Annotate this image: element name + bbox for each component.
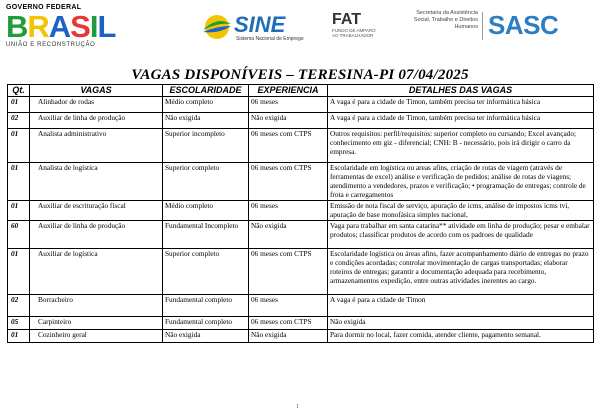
table-row xyxy=(8,221,594,249)
cell-qt: 01 xyxy=(8,330,30,343)
cell-experiencia: Não exigida xyxy=(249,221,328,249)
sasc-divider xyxy=(482,12,483,40)
col-header-detalhes: DETALHES DAS VAGAS xyxy=(328,85,594,97)
sasc-secretaria: Secretaria da Assistência Social, Trabalho e Direitos Humanos xyxy=(413,10,478,30)
cell-vaga: Carpinteiro xyxy=(30,317,163,330)
sine-word: SINE xyxy=(234,12,286,37)
cell-escolaridade: Não exigida xyxy=(163,330,249,343)
col-header-experiencia: EXPERIENCIA xyxy=(249,85,328,97)
gov-line1: GOVERNO FEDERAL xyxy=(6,4,82,11)
cell-detalhes: Escolaridade logística ou áreas afins, fazer acompanhamento diário de entregas no prazo e condições acordadas; controlar movimentação de cargas transportadas; elaborar roteiros de entregas; garantir a documentação adequada para recebimento, armazenamentos expedição, entre outras atividades inerentes ao cargo. xyxy=(328,249,594,295)
cell-escolaridade: Superior completo xyxy=(163,163,249,201)
sine-sub: Sistema Nacional de Emprego xyxy=(236,36,304,42)
cell-escolaridade: Fundamental Incompleto xyxy=(163,221,249,249)
cell-detalhes: Escolaridade em logística ou areas afins, criação de rotas de viagem (através de ferramentas de excel) análise e verificação de pedidos; análise de rotas de viagens; atendimento a vendedores, prazos e verificação; • programação de entregas; controle de frota e carregamentos xyxy=(328,163,594,201)
vagas-table xyxy=(7,84,594,343)
cell-experiencia: 06 meses com CTPS xyxy=(249,163,328,201)
table-row xyxy=(8,201,594,221)
cell-detalhes: Não exigida xyxy=(328,317,594,330)
fat-logo xyxy=(332,12,380,46)
cell-detalhes: A vaga é para a cidade de Timon, também precisa ter informática básica xyxy=(328,113,594,129)
brasil-wordmark: BRASIL xyxy=(6,9,116,44)
cell-vaga: Cozinheiro geral xyxy=(30,330,163,343)
cell-experiencia: Não exigida xyxy=(249,113,328,129)
cell-experiencia: 06 meses xyxy=(249,295,328,317)
page-number: 1 xyxy=(296,404,299,410)
cell-qt: 01 xyxy=(8,129,30,163)
cell-experiencia: Não exigida xyxy=(249,330,328,343)
table-row xyxy=(8,129,594,163)
page-header xyxy=(0,0,600,62)
cell-escolaridade: Fundamental completo xyxy=(163,295,249,317)
sine-logo xyxy=(200,14,310,48)
cell-experiencia: 06 meses xyxy=(249,97,328,113)
cell-detalhes: Emissão de nota fiscal de serviço, apuração de icms, análise de impostos icms tvi, apuração de base monofásica simples nacional, xyxy=(328,201,594,221)
col-header-escolaridade: ESCOLARIDADE xyxy=(163,85,249,97)
fat-word: FAT xyxy=(332,11,362,28)
sine-swoosh-icon xyxy=(200,14,234,40)
cell-experiencia: 06 meses com CTPS xyxy=(249,317,328,330)
cell-vaga: Analista de logística xyxy=(30,163,163,201)
cell-qt: 01 xyxy=(8,97,30,113)
cell-escolaridade: Superior completo xyxy=(163,249,249,295)
cell-escolaridade: Não exigida xyxy=(163,113,249,129)
cell-qt: 01 xyxy=(8,201,30,221)
cell-vaga: Auxiliar de linha de produção xyxy=(30,113,163,129)
cell-escolaridade: Fundamental completo xyxy=(163,317,249,330)
cell-escolaridade: Superior incompleto xyxy=(163,129,249,163)
cell-qt: 01 xyxy=(8,163,30,201)
page-title: VAGAS DISPONÍVEIS – TERESINA-PI 07/04/2025 xyxy=(131,67,469,83)
fat-sub: FUNDO DE AMPARO AO TRABALHADOR xyxy=(332,28,376,38)
table-row xyxy=(8,317,594,330)
table-row xyxy=(8,113,594,129)
cell-qt: 05 xyxy=(8,317,30,330)
cell-detalhes: Vaga para trabalhar em santa catarina** atividade em linha de produção; pesar e embalar produtos; classificar produtos de acordo com os padroes de qualidade xyxy=(328,221,594,249)
cell-escolaridade: Médio completo xyxy=(163,97,249,113)
cell-qt: 60 xyxy=(8,221,30,249)
col-header-qt: Qt. xyxy=(8,85,30,97)
table-header-row xyxy=(8,85,594,97)
cell-experiencia: 06 meses com CTPS xyxy=(249,249,328,295)
cell-vaga: Auxiliar de escrituração fiscal xyxy=(30,201,163,221)
table-row xyxy=(8,330,594,343)
cell-qt: 02 xyxy=(8,295,30,317)
col-header-vagas: VAGAS xyxy=(30,85,163,97)
governo-federal-logo xyxy=(6,4,126,60)
cell-qt: 01 xyxy=(8,249,30,295)
cell-vaga: Auxiliar de linha de produção xyxy=(30,221,163,249)
cell-vaga: Analista administrativo xyxy=(30,129,163,163)
table-row xyxy=(8,249,594,295)
table-row xyxy=(8,163,594,201)
cell-detalhes: Outros requisitos: perfil/requisitos: superior completo ou cursando; Excel avançado; conhecimento em giz - diferencial; CNH: B - necessário, pois irá dirigir o carro da empresa. xyxy=(328,129,594,163)
cell-experiencia: 06 meses com CTPS xyxy=(249,129,328,163)
cell-vaga: Borracheiro xyxy=(30,295,163,317)
cell-vaga: Auxiliar de logística xyxy=(30,249,163,295)
cell-detalhes: Para dormir no local, fazer comida, atender cliente, pagamento semanal. xyxy=(328,330,594,343)
cell-detalhes: A vaga é para a cidade de Timon, também precisa ter informática básica xyxy=(328,97,594,113)
table-row xyxy=(8,97,594,113)
sasc-logo xyxy=(400,6,590,52)
cell-qt: 02 xyxy=(8,113,30,129)
cell-vaga: Alinhador de rodas xyxy=(30,97,163,113)
cell-experiencia: 06 meses xyxy=(249,201,328,221)
gov-line2: UNIÃO E RECONSTRUÇÃO xyxy=(6,42,96,48)
cell-detalhes: A vaga é para a cidade de Timon xyxy=(328,295,594,317)
table-row xyxy=(8,295,594,317)
sasc-word: SASC xyxy=(488,10,559,40)
cell-escolaridade: Médio completo xyxy=(163,201,249,221)
